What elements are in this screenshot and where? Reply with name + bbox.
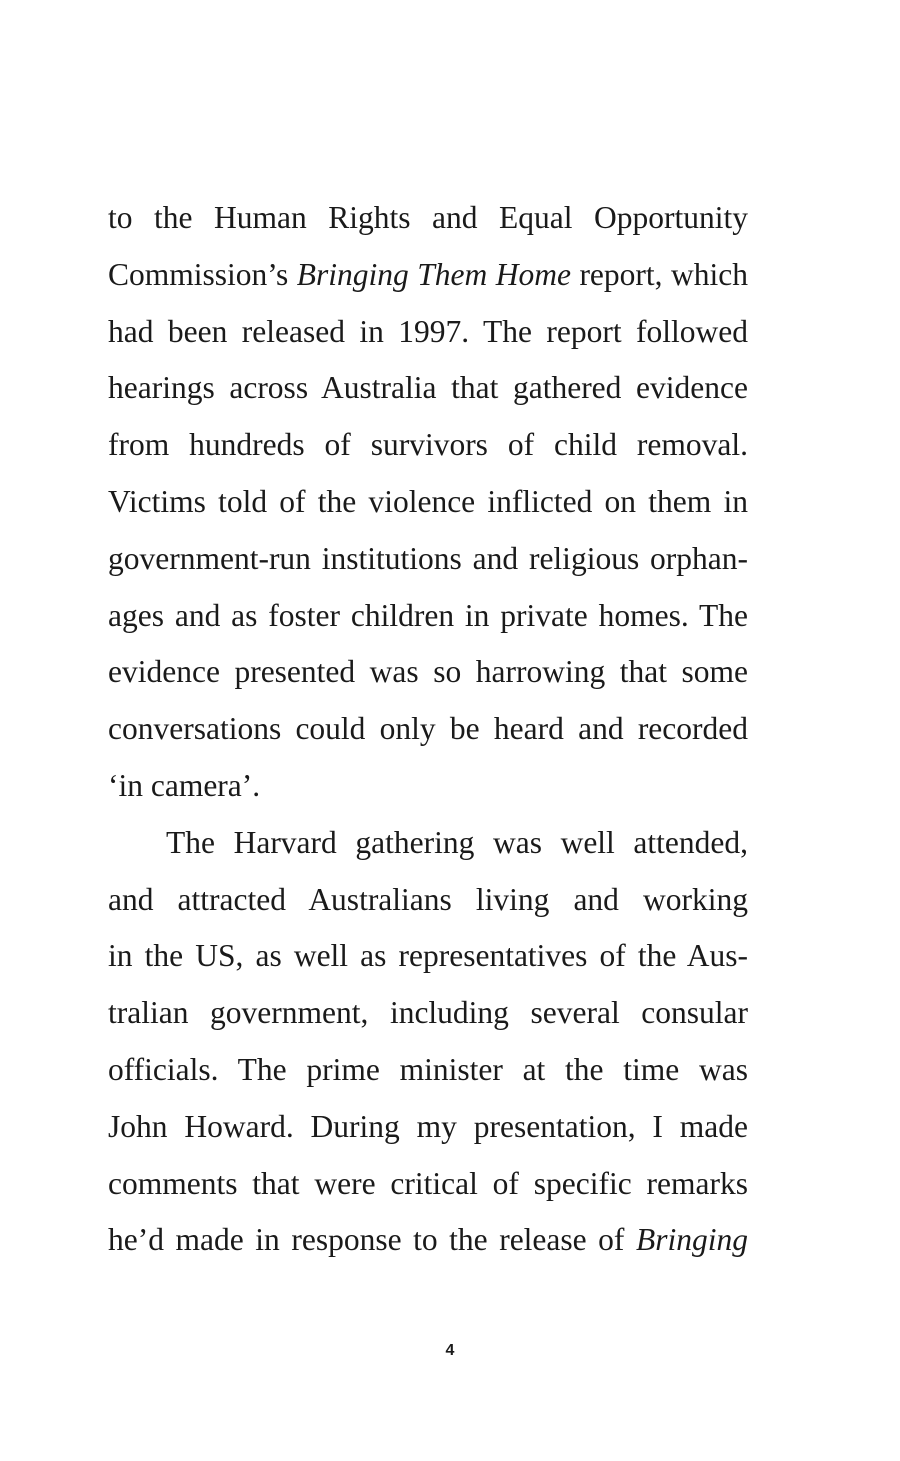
text-run: in the US, as well as representatives of the Aus- xyxy=(108,938,748,974)
text-line xyxy=(108,190,748,247)
text-run: Commission’s xyxy=(108,256,297,292)
italic-title: Bringing Them Home xyxy=(296,256,571,292)
page-body xyxy=(108,190,748,1269)
text-run: John Howard. During my presentation, I made xyxy=(108,1108,748,1144)
text-run: conversations could only be heard and recorded xyxy=(108,711,748,747)
text-line xyxy=(108,1099,748,1156)
text-run: evidence presented was so harrowing that some xyxy=(108,654,748,690)
text-line xyxy=(108,474,748,531)
text-run: Victims told of the violence inflicted on them in xyxy=(108,483,748,519)
text-run: comments that were critical of specific remarks xyxy=(108,1165,748,1201)
text-run: he’d made in response to the release of xyxy=(108,1222,636,1258)
text-line xyxy=(108,1156,748,1213)
text-line xyxy=(108,701,748,758)
italic-title: Bringing xyxy=(635,1222,748,1258)
text-line xyxy=(108,360,748,417)
text-run: government-run institutions and religious orphan- xyxy=(108,540,748,576)
text-line xyxy=(108,588,748,645)
text-line xyxy=(108,304,748,361)
text-run: had been released in 1997. The report followed xyxy=(108,313,748,349)
text-run: and attracted Australians living and working xyxy=(108,881,748,917)
text-line xyxy=(108,1042,748,1099)
text-line xyxy=(108,928,748,985)
text-run: ages and as foster children in private homes. The xyxy=(108,597,748,633)
text-line xyxy=(108,985,748,1042)
text-line xyxy=(108,872,748,929)
text-line xyxy=(108,644,748,701)
text-line xyxy=(108,531,748,588)
text-line xyxy=(108,815,748,872)
text-run: to the Human Rights and Equal Opportunity xyxy=(108,200,748,235)
text-run: ‘in camera’. xyxy=(108,767,261,803)
paragraph xyxy=(108,815,748,1269)
text-line xyxy=(108,247,748,304)
text-line xyxy=(108,417,748,474)
text-run: officials. The prime minister at the time was xyxy=(108,1051,748,1087)
text-run: tralian government, including several consular xyxy=(108,995,748,1031)
paragraph xyxy=(108,190,748,815)
text-run: The Harvard gathering was well attended, xyxy=(166,824,748,860)
text-line xyxy=(108,758,748,815)
text-run: from hundreds of survivors of child removal. xyxy=(108,427,748,463)
text-run: hearings across Australia that gathered evidence xyxy=(108,370,748,406)
text-run: report, which xyxy=(570,256,748,292)
page-number: 4 xyxy=(445,1342,455,1359)
text-line xyxy=(108,1212,748,1269)
